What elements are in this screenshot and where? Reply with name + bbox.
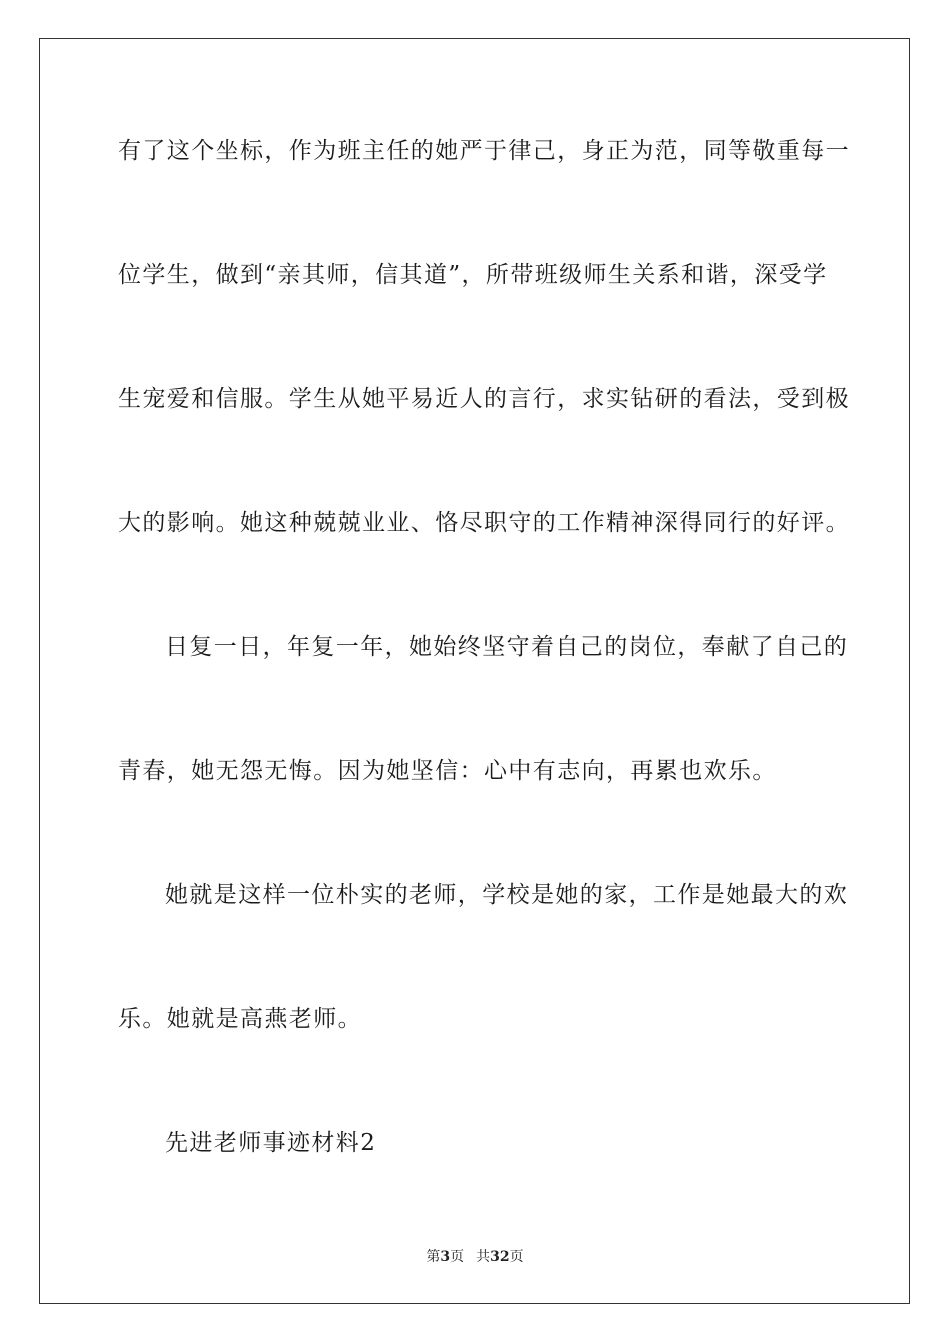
total-prefix: 共 [476, 1249, 491, 1265]
paragraph-line-6: 青春，她无怨无悔。因为她坚信：心中有志向，再累也欢乐。 [118, 758, 777, 784]
section-heading: 先进老师事迹材料2 [165, 1130, 377, 1156]
paragraph-line-5: 日复一日，年复一年，她始终坚守着自己的岗位，奉献了自己的 [165, 634, 849, 660]
page-suffix: 页 [450, 1249, 465, 1265]
paragraph-line-3: 生宠爱和信服。学生从她平易近人的言行，求实钻研的看法，受到极 [118, 386, 850, 412]
paragraph-line-7: 她就是这样一位朴实的老师，学校是她的家，工作是她最大的欢 [165, 882, 849, 908]
page-prefix: 第 [426, 1249, 441, 1265]
paragraph-line-2: 位学生，做到“亲其师，信其道”，所带班级师生关系和谐，深受学 [118, 262, 828, 288]
total-pages: 32 [490, 1249, 510, 1265]
total-suffix: 页 [509, 1249, 524, 1265]
paragraph-line-8: 乐。她就是高燕老师。 [118, 1006, 362, 1032]
paragraph-line-1: 有了这个坐标，作为班主任的她严于律己，身正为范，同等敬重每一 [118, 138, 850, 164]
page-number: 3 [440, 1249, 451, 1265]
page-border [39, 38, 910, 1304]
paragraph-line-4: 大的影响。她这种兢兢业业、恪尽职守的工作精神深得同行的好评。 [118, 510, 850, 536]
page-footer [0, 1248, 950, 1266]
